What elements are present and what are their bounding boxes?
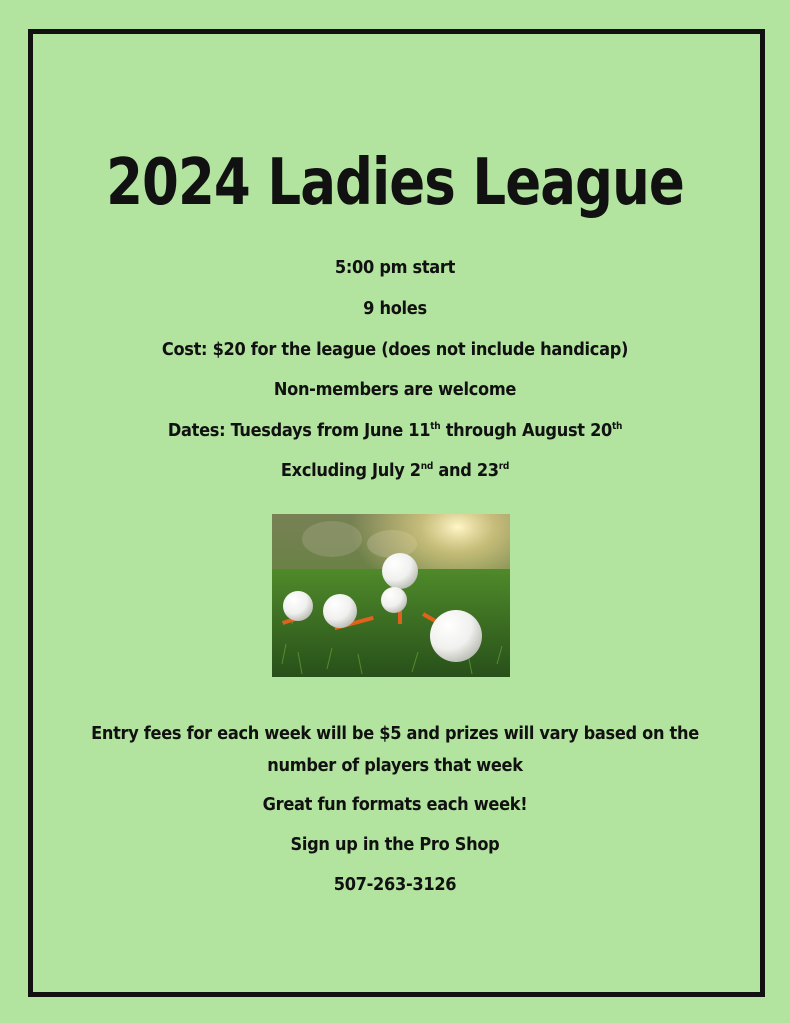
- dates-suffix-1: th: [430, 421, 441, 432]
- dates-middle: through August 20: [440, 420, 613, 441]
- holes: 9 holes: [363, 298, 427, 319]
- phone-number: 507-263-3126: [333, 874, 457, 895]
- signup: Sign up in the Pro Shop: [290, 834, 500, 855]
- non-members-note: Non-members are welcome: [273, 379, 517, 400]
- formats: Great fun formats each week!: [262, 794, 528, 815]
- golf-balls-photo: [272, 514, 510, 677]
- start-time: 5:00 pm start: [334, 257, 456, 278]
- excluding-dates: [0, 460, 790, 481]
- entry-fees-line-2: number of players that week: [267, 755, 523, 776]
- excluding-middle: and 23: [433, 460, 499, 481]
- dates: [0, 420, 790, 441]
- excluding-prefix: Excluding July 2: [280, 460, 421, 481]
- flyer-title: 2024 Ladies League: [106, 146, 684, 220]
- dates-suffix-2: th: [612, 421, 623, 432]
- entry-fees: [0, 718, 790, 782]
- entry-fees-line-1: Entry fees for each week will be $5 and prizes will vary based on the: [91, 723, 699, 744]
- excluding-suffix-1: nd: [420, 461, 434, 472]
- cost: Cost: $20 for the league (does not include handicap): [161, 339, 629, 360]
- excluding-suffix-2: rd: [498, 461, 510, 472]
- dates-prefix: Dates: Tuesdays from June 11: [167, 420, 431, 441]
